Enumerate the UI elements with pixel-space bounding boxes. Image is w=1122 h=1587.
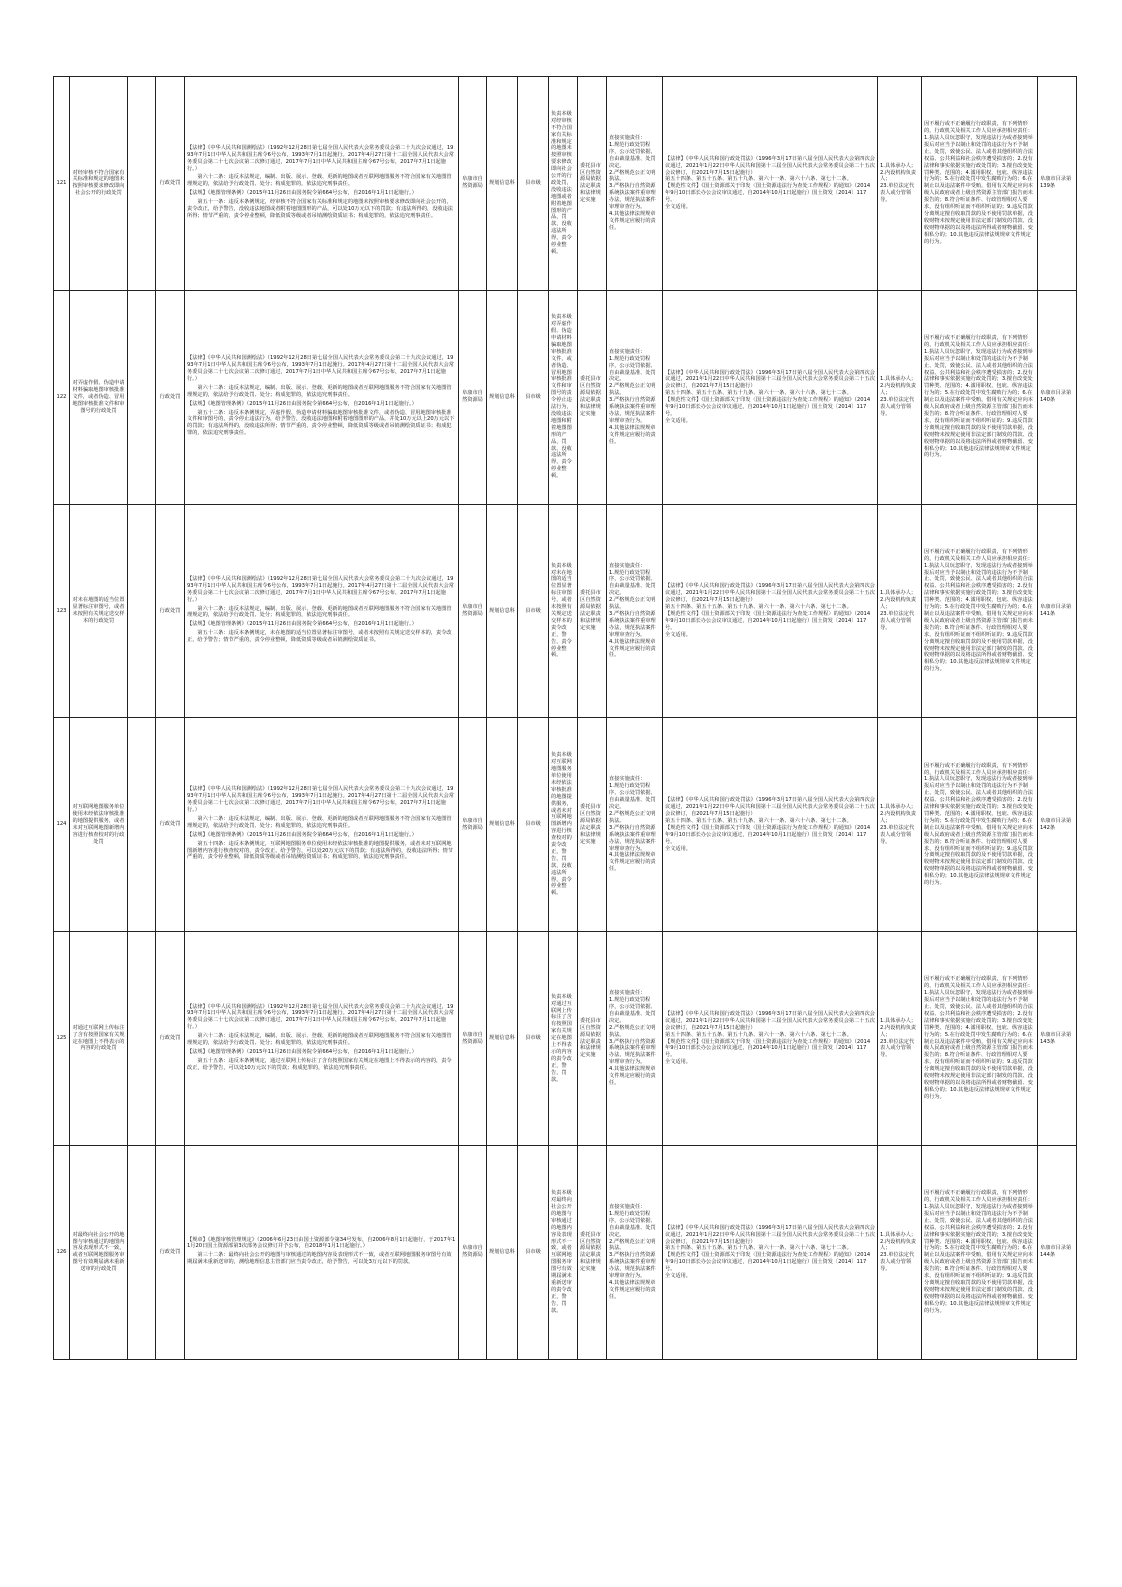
accountable-line: 2.内设机构负责人； — [880, 169, 917, 183]
accountability-basis — [663, 718, 878, 932]
liability-circumstances: 因不履行或不正确履行行政职责，有下列情形的，行政机关及相关工作人员应承担相应责任：1.执法人员玩忽职守，发现违法行为或者接到举报后对应当予以制止和处罚的违法行为不予制止、处罚，致使公民、法人或者其他组织的合法权益、公共利益和社会秩序遭受损害的；2.没有法律和事实依据实施行政处罚的；3.擅自改变处罚种类、范围的；4.滥用职权，包庇、纵容违法行为的；5.在行政处罚中发生腐败行为的；6.在制止以及违法案件中受贿，借用有关规定应向本级人民政府或者上级自然资源主管部门报告而未报告的；8.符合听证条件、行政管理相对人要求，没有组织听证而不组织听证的；9.违反罚款分离规定擅自收取罚款的及不使用罚款单据，没收财物未按规定使用非法定部门制发的罚款、没收财物单据的以及将违法所得或者财物截留、变相私分的；10.其他违反法律法规规章文件规定的行为。 — [922, 932, 1038, 1146]
accountability-line: 【法律】《中华人民共和国行政处罚法》（1996年3月17日第八届全国人民代表大会第四次会议通过，2021年1月22日中华人民共和国第十三届全国人民代表大会常务委员会第二十五次会议修订，自2021年7月15日起施行） — [665, 369, 875, 390]
duties-line: 1.规范行政处罚程序，公示处罚依据、自由裁量基准、处罚决定。 — [609, 141, 656, 169]
duties-line: 3.严格执行自然资源系统执法案件重审理办法，规范执法案件审理审查行为。 — [609, 397, 656, 424]
item-number: 125 — [54, 932, 70, 1146]
basis-line: 【法规】《地图管理条例》（2015年11月26日由国务院令第664号公布，自2016年1月1日起施行。） — [187, 190, 417, 197]
duties-line: 2.严格规范公正文明执法。 — [609, 169, 656, 183]
remark: 阜康市目录第141条 — [1038, 504, 1077, 718]
implementing-subject: 阜康市自然资源局 — [459, 932, 487, 1146]
basis-line: 【法律】《中华人民共和国测绘法》（1992年12月28日第七届全国人民代表大会常务委员会第二十九次会议通过，1993年7月1日中华人民共和国主席令6号公布，1993年7月1日起施行。2017年4月27日第十二届全国人民代表大会常务委员会第二十七次会议第二次修订通过，2017年7月1日中华人民共和国主席令67号公布，2017年7月1日起施行。） — [187, 575, 454, 603]
remark: 阜康市目录第140条 — [1038, 290, 1077, 504]
liability-circumstances: 因不履行或不正确履行行政职责，有下列情形的，行政机关及相关工作人员应承担相应责任：1.执法人员玩忽职守，发现违法行为或者接到举报后对应当予以制止和处罚的违法行为不予制止、处罚，致使公民、法人或者其他组织的合法权益、公共利益和社会秩序遭受损害的；2.没有法律和事实依据实施行政处罚的；3.擅自改变处罚种类、范围的；4.滥用职权，包庇、纵容违法行为的；5.在行政处罚中发生腐败行为的；6.在制止以及违法案件中受贿，借用有关规定应向本级人民政府或者上级自然资源主管部门报告而未报告的；8.符合听证条件、行政管理相对人要求，没有组织听证而不组织听证的；9.违反罚款分离规定擅自收取罚款的及不使用罚款单据，没收财物未按规定使用非法定部门制发的罚款、没收财物单据的以及将违法所得或者财物截留、变相私分的；10.其他违反法律法规规章文件规定的行为。 — [922, 290, 1038, 504]
duties-line: 3.严格执行自然资源系统执法案件重审理办法，规范执法案件审理审查行为。 — [609, 183, 656, 211]
basis-line: 第五十一条：违反本条例规定，经审核不符合国家有关标准和规定的地图未按照审核要求修改即向社会公开的，责令改正，给予警告，没收违法地图或者附着地图图形的产品，可以处10万元以下的罚款；有违法所得的，没收违法所得；情节严重的，责令停业整顿，降低资质等级或者吊销测绘资质证书；构成犯罪的，依法追究刑事责任。 — [187, 199, 453, 220]
accountability-line: 第五十四条、第五十五条、第五十九条、第六十一条、第六十六条、第七十二条。 — [665, 1245, 852, 1252]
implementing-subject: 阜康市自然资源局 — [459, 504, 487, 718]
basis-line: 第五十二条：违反本条例规定，弄虚作假、伪造申请材料骗取地图审核批准文件，或者伪造、冒用地图审核批准文件和审图号的，责令停止违法行为，给予警告，没收违法地图和附着地图图形的产品，并处10万元以上20万元以下的罚款；有违法所得的，没收违法所得；情节严重的，责令停业整顿，降低资质等级或者吊销测绘资质证书；构成犯罪的，依法追究刑事责任。 — [187, 409, 455, 437]
exercise-level: 县市级 — [518, 1145, 549, 1359]
basis-line: 第五十三条：违反本条例规定，未在地图的适当位置显著标注审图号，或者未按照有关规定送交样本的，责令改正，给予警告；情节严重的，责令停业整顿，降低资质等级或者吊销测绘资质证书。 — [187, 630, 452, 644]
responsible-department: 规划信息科 — [487, 77, 518, 291]
accountable-persons — [878, 77, 922, 291]
accountable-line: 2.内设机构负责人； — [880, 1238, 917, 1252]
duty-list — [607, 1145, 663, 1359]
accountability-basis — [663, 290, 878, 504]
table-row — [54, 1145, 1077, 1359]
accountable-line: 2.内设机构负责人； — [880, 597, 917, 611]
duties-line: 4.其他法律法规规章文件规定应履行的责任。 — [609, 638, 656, 659]
accountability-line: 【法律】《中华人民共和国行政处罚法》（1996年3月17日第八届全国人民代表大会第四次会议通过，2021年1月22日中华人民共和国第十三届全国人民代表大会常务委员会第二十五次会议修订，自2021年7月15日起施行） — [665, 155, 875, 176]
accountability-line: 【法律】《中华人民共和国行政处罚法》（1996年3月17日第八届全国人民代表大会第四次会议通过，2021年1月22日中华人民共和国第十三届全国人民代表大会常务委员会第二十五次会议修订，自2021年7月15日起施行） — [665, 1010, 875, 1031]
power-content: 负责本级对最终向社会公开的地图与审核通过的地图内容及表现形式不一致，或者互联网地图服务审图号有效期届满未重新送审的责令改正，警告，罚款。 — [549, 1145, 578, 1359]
empty-cell — [128, 932, 156, 1146]
implementing-subject: 阜康市自然资源局 — [459, 718, 487, 932]
accountable-persons — [878, 1145, 922, 1359]
duties-line: 2.严格规范公正文明执法。 — [609, 1238, 656, 1252]
duties-line: 2.严格规范公正文明执法。 — [609, 810, 656, 824]
power-type: 行政处罚 — [156, 718, 185, 932]
accountability-line: 【法律】《中华人民共和国行政处罚法》（1996年3月17日第八届全国人民代表大会第四次会议通过，2021年1月22日中华人民共和国第十三届全国人民代表大会常务委员会第二十五次会议修订，自2021年7月15日起施行） — [665, 797, 875, 817]
liability-circumstances: 因不履行或不正确履行行政职责，有下列情形的，行政机关及相关工作人员应承担相应责任：1.执法人员玩忽职守，发现违法行为或者接到举报后对应当予以制止和处罚的违法行为不予制止、处罚，致使公民、法人或者其他组织的合法权益、公共利益和社会秩序遭受损害的；2.没有法律和事实依据实施行政处罚的；3.擅自改变处罚种类、范围的；4.滥用职权，包庇、纵容违法行为的；5.在行政处罚中发生腐败行为的；6.在制止以及违法案件中受贿，借用有关规定应向本级人民政府或者上级自然资源主管部门报告而未报告的；8.符合听证条件、行政管理相对人要求，没有组织听证而不组织听证的；9.违反罚款分离规定擅自收取罚款的及不使用罚款单据，没收财物未按规定使用非法定部门制发的罚款、没收财物单据的以及将违法所得或者财物截留、变相私分的；10.其他违反法律法规规章文件规定的行为。 — [922, 1145, 1038, 1359]
accountability-line: 全文适用。 — [665, 631, 691, 638]
basis-line: 【法律】《中华人民共和国测绘法》（1992年12月28日第七届全国人民代表大会常务委员会第二十九次会议通过，1993年7月1日中华人民共和国主席令6号公布，1993年7月1日起施行。2017年4月27日第十二届全国人民代表大会常务委员会第二十七次会议第二次修订通过，2017年7月1日中华人民共和国主席令67号公布，2017年7月1日起施行。） — [187, 786, 454, 813]
table-row — [54, 932, 1077, 1146]
duties-line: 3.严格执行自然资源系统执法案件重审理办法，规范执法案件审理审查行为。 — [609, 610, 656, 638]
accountable-line: 1.具体承办人； — [880, 590, 917, 597]
legal-basis — [185, 290, 459, 504]
accountability-line: 全文适用。 — [665, 417, 691, 424]
duty-list — [607, 290, 663, 504]
liability-circumstances: 因不履行或不正确履行行政职责，有下列情形的，行政机关及相关工作人员应承担相应责任：1.执法人员玩忽职守，发现违法行为或者接到举报后对应当予以制止和处罚的违法行为不予制止、处罚，致使公民、法人或者其他组织的合法权益、公共利益和社会秩序遭受损害的；2.没有法律和事实依据实施行政处罚的；3.擅自改变处罚种类、范围的；4.滥用职权，包庇、纵容违法行为的；5.在行政处罚中发生腐败行为的；6.在制止以及违法案件中受贿，借用有关规定应向本级人民政府或者上级自然资源主管部门报告而未报告的；8.符合听证条件、行政管理相对人要求，没有组织听证而不组织听证的；9.违反罚款分离规定擅自收取罚款的及不使用罚款单据，没收财物未按规定使用非法定部门制发的罚款、没收财物单据的以及将违法所得或者财物截留、变相私分的；10.其他违反法律法规规章文件规定的行为。 — [922, 77, 1038, 291]
empty-cell — [128, 1145, 156, 1359]
accountability-line: 【法律】《中华人民共和国行政处罚法》（1996年3月17日第八届全国人民代表大会第四次会议通过，2021年1月22日中华人民共和国第十三届全国人民代表大会常务委员会第二十五次会议修订，自2021年7月15日起施行） — [665, 1224, 875, 1245]
accountable-line: 2.内设机构负责人； — [880, 383, 917, 397]
delegation-note: 委托县市区自然资源局依据法定职责和法律规定实施 — [578, 1145, 607, 1359]
implementing-subject: 阜康市自然资源局 — [459, 77, 487, 291]
accountability-basis — [663, 932, 878, 1146]
duties-line: 4.其他法律法规规章文件规定应履行的责任。 — [609, 852, 656, 873]
duty-list — [607, 77, 663, 291]
duties-line: 1.规范行政处罚程序，公示处罚依据、自由裁量基准、处罚决定。 — [609, 997, 656, 1024]
liability-circumstances: 因不履行或不正确履行行政职责，有下列情形的，行政机关及相关工作人员应承担相应责任：1.执法人员玩忽职守，发现违法行为或者接到举报后对应当予以制止和处罚的违法行为不予制止、处罚，致使公民、法人或者其他组织的合法权益、公共利益和社会秩序遭受损害的；2.没有法律和事实依据实施行政处罚的；3.擅自改变处罚种类、范围的；4.滥用职权，包庇、纵容违法行为的；5.在行政处罚中发生腐败行为的；6.在制止以及违法案件中受贿，借用有关规定应向本级人民政府或者上级自然资源主管部门报告而未报告的；8.符合听证条件、行政管理相对人要求，没有组织听证而不组织听证的；9.违反罚款分离规定擅自收取罚款的及不使用罚款单据，没收财物未按规定使用非法定部门制发的罚款、没收财物单据的以及将违法所得或者财物截留、变相私分的；10.其他违反法律法规规章文件规定的行为。 — [922, 504, 1038, 718]
duties-line: 直接实施责任： — [609, 1204, 646, 1211]
power-type: 行政处罚 — [156, 504, 185, 718]
power-content: 负责本级对经审核不符合国家有关标准和规定的地图未按照审核要求修改即向社会公开的行政处罚，没收违法地图或者附着地图图形的产品，罚款，没收违法所得，责令停业整顿。 — [549, 77, 578, 291]
remark: 阜康市目录第139条 — [1038, 77, 1077, 291]
basis-line: 第六十二条：违反本法规定，编制、出版、展示、登载、更新的地图或者互联网地图服务不符合国家有关地图管理规定的，依法给予行政处罚、处分；构成犯罪的，依法追究刑事责任。 — [187, 174, 452, 188]
accountable-line: 2.内设机构负责人； — [880, 1024, 917, 1038]
basis-line: 【法律】《中华人民共和国测绘法》（1992年12月28日第七届全国人民代表大会常务委员会第二十九次会议通过，1993年7月1日中华人民共和国主席令6号公布，1993年7月1日起施行。2017年4月27日第十二届全国人民代表大会常务委员会第二十七次会议第二次修订通过，2017年7月1日中华人民共和国主席令67号公布，2017年7月1日起施行。） — [187, 144, 454, 172]
exercise-level: 县市级 — [518, 77, 549, 291]
legal-basis — [185, 1145, 459, 1359]
power-list-table — [53, 76, 1077, 1360]
responsible-department: 规划信息科 — [487, 718, 518, 932]
delegation-note: 委托县市区自然资源局依据法定职责和法律规定实施 — [578, 504, 607, 718]
legal-basis — [185, 77, 459, 291]
power-type: 行政处罚 — [156, 932, 185, 1146]
accountability-line: 【规范性文件】《国土资源部关于印发〈国土资源违法行为查处工作规程〉的通知》（2014年9月10日部长办公会议审议通过，自2014年10月1日起施行）国土资发〔2014〕117号。 — [665, 824, 871, 845]
duties-line: 直接实施责任： — [609, 562, 646, 569]
accountability-line: 【规范性文件】《国土资源部关于印发〈国土资源违法行为查处工作规程〉的通知》（2014年9月10日部长办公会议审议通过，自2014年10月1日起施行）国土资发〔2014〕117号。 — [665, 610, 871, 631]
remark: 阜康市目录第144条 — [1038, 1145, 1077, 1359]
basis-line: 【法规】《地图管理条例》（2015年11月26日由国务院令第664号公布，自2016年1月1日起施行。） — [187, 831, 417, 838]
accountable-line: 23.单位法定代表人或分管领导。 — [880, 610, 915, 631]
item-name: 对互联网地图服务单位使用未经依法审核批准的地图提供服务，或者未对互联网地图新增内容进行核查校对的行政处罚 — [70, 718, 128, 932]
accountability-line: 全文适用。 — [665, 1059, 691, 1066]
duties-line: 3.严格执行自然资源系统执法案件重审理办法，规范执法案件审理审查行为。 — [609, 824, 656, 852]
remark: 阜康市目录第142条 — [1038, 718, 1077, 932]
duties-line: 1.规范行政处罚程序，公示处罚依据、自由裁量基准、处罚决定。 — [609, 1210, 656, 1238]
accountable-line: 23.单位法定代表人或分管领导。 — [880, 183, 915, 204]
power-content: 负责本级对通过互联网上传标注了含有按照国家有关规定在地图上不得表示的内容的责令改正，警告，罚款。 — [549, 932, 578, 1146]
item-name: 对通过互联网上传标注了含有按照国家有关规定在地图上不得表示的内容的行政处罚 — [70, 932, 128, 1146]
power-content: 负责本级对互联网地图服务单位使用未经依法审核批准的地图提供服务，或者未对互联网地图新增内容进行核查校对的责令改正，警告，罚款，没收违法所得，责令停业整顿。 — [549, 718, 578, 932]
accountability-basis — [663, 504, 878, 718]
accountable-line: 23.单位法定代表人或分管领导。 — [880, 397, 915, 417]
item-number: 121 — [54, 77, 70, 291]
item-name: 对最终向社会公开的地图与审核通过的地图内容及表现形式不一致，或者互联网地图服务审图号有效期届满未重新送审的行政处罚 — [70, 1145, 128, 1359]
duties-line: 2.严格规范公正文明执法。 — [609, 1024, 656, 1038]
exercise-level: 县市级 — [518, 290, 549, 504]
accountability-line: 【规范性文件】《国土资源部关于印发〈国土资源违法行为查处工作规程〉的通知》（2014年9月10日部长办公会议审议通过，自2014年10月1日起施行）国土资发〔2014〕117号。 — [665, 183, 871, 204]
empty-cell — [128, 718, 156, 932]
duties-line: 4.其他法律法规规章文件规定应履行的责任。 — [609, 424, 656, 445]
accountability-line: 【规范性文件】《国土资源部关于印发〈国土资源违法行为查处工作规程〉的通知》（2014年9月10日部长办公会议审议通过，自2014年10月1日起施行）国土资发〔2014〕117号。 — [665, 1252, 871, 1273]
table-row — [54, 77, 1077, 291]
duties-line: 4.其他法律法规规章文件规定应履行的责任。 — [609, 1066, 656, 1087]
duties-line: 直接实施责任： — [609, 776, 646, 783]
accountability-basis — [663, 77, 878, 291]
accountable-line: 23.单位法定代表人或分管领导。 — [880, 824, 915, 845]
accountability-line: 【规范性文件】《国土资源部关于印发〈国土资源违法行为查处工作规程〉的通知》（2014年9月10日部长办公会议审议通过，自2014年10月1日起施行）国土资发〔2014〕117号。 — [665, 397, 871, 417]
basis-line: 【法规】《地图管理条例》（2015年11月26日由国务院令第664号公布，自2016年1月1日起施行。） — [187, 621, 417, 628]
duties-line: 1.规范行政处罚程序，公示处罚依据、自由裁量基准、处罚决定。 — [609, 783, 656, 811]
basis-line: 第六十二条：违反本法规定，编制、出版、展示、登载、更新的地图或者互联网地图服务不符合国家有关地图管理规定的，依法给予行政处罚、处分；构成犯罪的，依法追究刑事责任。 — [187, 384, 452, 398]
accountability-line: 第五十四条、第五十五条、第五十九条、第六十一条、第六十六条、第七十二条。 — [665, 604, 852, 611]
item-number: 124 — [54, 718, 70, 932]
item-number: 122 — [54, 290, 70, 504]
accountability-line: 【法律】《中华人民共和国行政处罚法》（1996年3月17日第八届全国人民代表大会第四次会议通过，2021年1月22日中华人民共和国第十三届全国人民代表大会常务委员会第二十五次会议修订，自2021年7月15日起施行） — [665, 583, 875, 604]
delegation-note: 委托县市区自然资源局依据法定职责和法律规定实施 — [578, 718, 607, 932]
delegation-note: 委托县市区自然资源局依据法定职责和法律规定实施 — [578, 77, 607, 291]
duties-line: 3.严格执行自然资源系统执法案件重审理办法，规范执法案件审理审查行为。 — [609, 1038, 656, 1066]
duty-list — [607, 504, 663, 718]
accountability-line: 第五十四条、第五十五条、第五十九条、第六十一条、第六十六条、第七十二条。 — [665, 817, 852, 824]
liability-circumstances: 因不履行或不正确履行行政职责，有下列情形的，行政机关及相关工作人员应承担相应责任：1.执法人员玩忽职守，发现违法行为或者接到举报后对应当予以制止和处罚的违法行为不予制止、处罚，致使公民、法人或者其他组织的合法权益、公共利益和社会秩序遭受损害的；2.没有法律和事实依据实施行政处罚的；3.擅自改变处罚种类、范围的；4.滥用职权，包庇、纵容违法行为的；5.在行政处罚中发生腐败行为的；6.在制止以及违法案件中受贿，借用有关规定应向本级人民政府或者上级自然资源主管部门报告而未报告的；8.符合听证条件、行政管理相对人要求，没有组织听证而不组织听证的；9.违反罚款分离规定擅自收取罚款的及不使用罚款单据，没收财物未按规定使用非法定部门制发的罚款、没收财物单据的以及将违法所得或者财物截留、变相私分的；10.其他违反法律法规规章文件规定的行为。 — [922, 718, 1038, 932]
delegation-note: 委托县市区自然资源局依据法定职责和法律规定实施 — [578, 290, 607, 504]
empty-cell — [128, 504, 156, 718]
item-name: 对未在地图的适当位置显著标注审图号，或者未按照有关规定送交样本的行政处罚 — [70, 504, 128, 718]
basis-line: 第六十二条：违反本法规定，编制、出版、展示、登载、更新的地图或者互联网地图服务不符合国家有关地图管理规定的，依法给予行政处罚、处分；构成犯罪的，依法追究刑事责任。 — [187, 1033, 452, 1047]
accountability-line: 全文适用。 — [665, 845, 691, 852]
accountability-line: 第五十四条、第五十五条、第五十九条、第六十一条、第六十六条、第七十二条。 — [665, 390, 852, 397]
accountable-line: 1.具体承办人； — [880, 376, 917, 383]
accountable-line: 1.具体承办人； — [880, 1231, 917, 1238]
accountable-persons — [878, 718, 922, 932]
basis-line: 【法律】《中华人民共和国测绘法》（1992年12月28日第七届全国人民代表大会常务委员会第二十九次会议通过，1993年7月1日中华人民共和国主席令6号公布，1993年7月1日起施行。2017年4月27日第十二届全国人民代表大会常务委员会第二十七次会议第二次修订通过，2017年7月1日中华人民共和国主席令67号公布，2017年7月1日起施行。） — [187, 1003, 454, 1031]
basis-line: 第六十二条：违反本法规定，编制、出版、展示、登载、更新的地图或者互联网地图服务不符合国家有关地图管理规定的，依法给予行政处罚、处分；构成犯罪的，依法追究刑事责任。 — [187, 815, 452, 829]
implementing-subject: 阜康市自然资源局 — [459, 290, 487, 504]
duties-line: 直接实施责任： — [609, 990, 646, 997]
duties-line: 1.规范行政处罚程序，公示处罚依据、自由裁量基准、处罚决定。 — [609, 569, 656, 597]
responsible-department: 规划信息科 — [487, 290, 518, 504]
power-type: 行政处罚 — [156, 290, 185, 504]
duties-line: 1.规范行政处罚程序，公示处罚依据、自由裁量基准、处罚决定。 — [609, 355, 656, 383]
delegation-note: 委托县市区自然资源局依据法定职责和法律规定实施 — [578, 932, 607, 1146]
exercise-level: 县市级 — [518, 718, 549, 932]
item-number: 126 — [54, 1145, 70, 1359]
duties-line: 直接实施责任： — [609, 348, 646, 355]
exercise-level: 县市级 — [518, 504, 549, 718]
basis-line: 【法律】《中华人民共和国测绘法》（1992年12月28日第七届全国人民代表大会常务委员会第二十九次会议通过，1993年7月1日中华人民共和国主席令6号公布，1993年7月1日起施行。2017年4月27日第十二届全国人民代表大会常务委员会第二十七次会议第二次修订通过，2017年7月1日中华人民共和国主席令67号公布，2017年7月1日起施行。） — [187, 355, 454, 382]
accountability-line: 【规范性文件】《国土资源部关于印发〈国土资源违法行为查处工作规程〉的通知》（2014年9月10日部长办公会议审议通过，自2014年10月1日起施行）国土资发〔2014〕117号。 — [665, 1038, 871, 1059]
duties-line: 直接实施责任： — [609, 135, 646, 142]
accountable-line: 2.内设机构负责人； — [880, 810, 917, 824]
accountable-line: 1.具体承办人； — [880, 1017, 917, 1024]
responsible-department: 规划信息科 — [487, 932, 518, 1146]
basis-line: 第三十二条：最终向社会公开的地图与审核通过的地图内容及表现形式不一致，或者互联网地图服务审图号有效期届满未重新送审的，测绘地理信息主管部门应当责令改正，给予警告，可以处3万元以下的罚款。 — [187, 1252, 452, 1266]
power-content: 负责本级对未在地图的适当位置显著标注审图号，或者未按照有关规定送交样本的责令改正，警告，责令停业整顿。 — [549, 504, 578, 718]
accountable-persons — [878, 504, 922, 718]
table-body — [54, 77, 1077, 1360]
remark: 阜康市目录第143条 — [1038, 932, 1077, 1146]
duties-line: 4.其他法律法规规章文件规定应履行的责任。 — [609, 211, 656, 231]
accountability-line: 全文适用。 — [665, 1273, 691, 1280]
empty-cell — [128, 77, 156, 291]
accountable-line: 23.单位法定代表人或分管领导。 — [880, 1252, 915, 1273]
accountability-line: 全文适用。 — [665, 204, 691, 211]
accountable-line: 1.具体承办人； — [880, 804, 917, 811]
table-row — [54, 290, 1077, 504]
duty-list — [607, 718, 663, 932]
legal-basis — [185, 932, 459, 1146]
accountable-persons — [878, 290, 922, 504]
responsible-department: 规划信息科 — [487, 1145, 518, 1359]
legal-basis — [185, 504, 459, 718]
power-content: 负责本级对弄虚作假、伪造申请材料骗取地图审核批准文件，或者伪造、冒用地图审核批准文件和审图号的责令停止违法行为，没收违法地图和附着地图图形的产品，罚款，没收违法所得，责令停业整顿。 — [549, 290, 578, 504]
accountability-basis — [663, 1145, 878, 1359]
accountability-line: 第五十四条、第五十五条、第五十九条、第六十一条、第六十六条、第七十二条。 — [665, 176, 852, 183]
duties-line: 2.严格规范公正文明执法。 — [609, 383, 656, 397]
implementing-subject: 阜康市自然资源局 — [459, 1145, 487, 1359]
exercise-level: 县市级 — [518, 932, 549, 1146]
basis-line: 第五十五条：违反本条例规定，通过互联网上传标注了含有按照国家有关规定在地图上不得表示的内容的，责令改正，给予警告，可以处10万元以下的罚款；构成犯罪的，依法追究刑事责任。 — [187, 1057, 452, 1071]
item-name: 对经审核不符合国家有关标准和规定的地图未按照审核要求修改即向社会公开的行政处罚 — [70, 77, 128, 291]
table-row — [54, 504, 1077, 718]
basis-line: 第六十二条：违反本法规定，编制、出版、展示、登载、更新的地图或者互联网地图服务不符合国家有关地图管理规定的，依法给予行政处罚、处分；构成犯罪的，依法追究刑事责任。 — [187, 605, 452, 619]
accountable-line: 23.单位法定代表人或分管领导。 — [880, 1038, 915, 1059]
responsible-department: 规划信息科 — [487, 504, 518, 718]
power-type: 行政处罚 — [156, 1145, 185, 1359]
duties-line: 4.其他法律法规规章文件规定应履行的责任。 — [609, 1280, 656, 1300]
table-row — [54, 718, 1077, 932]
item-name: 对弄虚作假、伪造申请材料骗取地图审核批准文件，或者伪造、冒用地图审核批准文件和审图号的行政处罚 — [70, 290, 128, 504]
accountable-line: 1.具体承办人； — [880, 162, 917, 169]
accountable-persons — [878, 932, 922, 1146]
legal-basis — [185, 718, 459, 932]
basis-line: 【规章】《地图审核管理规定》（2006年6月23日由国土资源部令第34号发布，自2006年8月1日起施行，于2017年11月20日国土资源部第3次部务会议修订并予公布，自2018年1月1日起施行。） — [187, 1236, 456, 1250]
power-type: 行政处罚 — [156, 77, 185, 291]
empty-cell — [128, 290, 156, 504]
basis-line: 【法规】《地图管理条例》（2015年11月26日由国务院令第664号公布，自2016年1月1日起施行。） — [187, 1048, 417, 1055]
item-number: 123 — [54, 504, 70, 718]
basis-line: 【法规】《地图管理条例》（2015年11月26日由国务院令第664号公布，自2016年1月1日起施行。） — [187, 400, 417, 407]
accountability-line: 第五十四条、第五十五条、第五十九条、第六十一条、第六十六条、第七十二条。 — [665, 1031, 852, 1038]
duties-line: 2.严格规范公正文明执法。 — [609, 597, 656, 611]
duty-list — [607, 932, 663, 1146]
basis-line: 第五十四条：违反本条例规定，互联网地图服务单位使用未经依法审核批准的地图提供服务，或者未对互联网地图新增内容进行核查校对的，责令改正，给予警告，可以处20万元以下的罚款；有违法所得的，没收违法所得；情节严重的，责令停业整顿，降低资质等级或者吊销测绘资质证书；构成犯罪的，依法追究刑事责任。 — [187, 840, 453, 861]
duties-line: 3.严格执行自然资源系统执法案件重审理办法，规范执法案件审理审查行为。 — [609, 1252, 656, 1280]
